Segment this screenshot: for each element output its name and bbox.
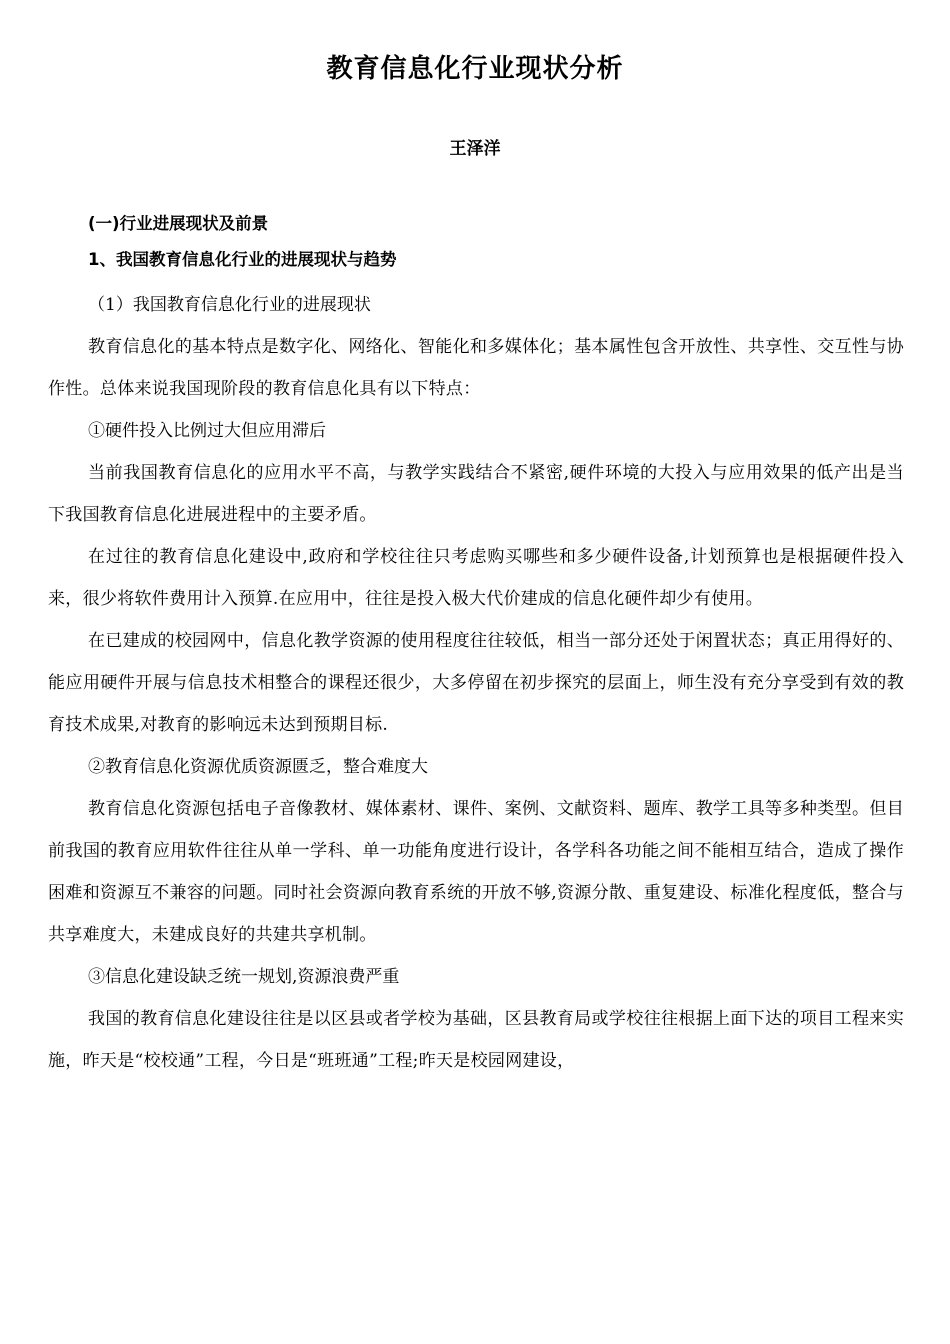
list-item-planning: ③信息化建设缺乏统一规划,资源浪费严重 [88,967,400,987]
document-title: 教育信息化行业现状分析 [326,54,624,84]
subsection-heading: 1、我国教育信息化行业的进展现状与趋势 [88,250,397,269]
subsubsection-heading: （1）我国教育信息化行业的进展现状 [88,295,371,315]
list-item-hardware: ①硬件投入比例过大但应用滞后 [88,421,326,441]
document-author: 王泽洋 [449,139,501,159]
paragraph-district-projects: 我国的教育信息化建设往往是以区县或者学校为基础，区县教育局或学校往往根据上面下达的项目工程来实施，昨天是“校校通”工程，今日是“班班通”工程;昨天是校园网建设， [48,1009,904,1071]
list-item-resources: ②教育信息化资源优质资源匮乏，整合难度大 [88,757,428,777]
paragraph-past-construction: 在过往的教育信息化建设中,政府和学校往往只考虑购买哪些和多少硬件设备,计划预算也是根据硬件投入来，很少将软件费用计入预算.在应用中，往往是投入极大代价建成的信息化硬件却少有使用。 [48,547,904,609]
paragraph-campus-network: 在已建成的校园网中，信息化教学资源的使用程度往往较低，相当一部分还处于闲置状态；真正用得好的、能应用硬件开展与信息技术相整合的课程还很少，大多停留在初步探究的层面上，师生没有充分享受到有效的教育技术成果,对教育的影响远未达到预期目标. [48,631,904,735]
section-heading: (一)行业进展现状及前景 [88,214,269,233]
paragraph-resource-types: 教育信息化资源包括电子音像教材、媒体素材、课件、案例、文献资料、题库、教学工具等多种类型。但目前我国的教育应用软件往往从单一学科、单一功能角度进行设计，各学科各功能之间不能相互结合，造成了操作困难和资源互不兼容的问题。同时社会资源向教育系统的开放不够,资源分散、重复建设、标准化程度低，整合与共享难度大，未建成良好的共建共享机制。 [48,799,904,945]
document-body [48,208,904,1082]
paragraph-features: 教育信息化的基本特点是数字化、网络化、智能化和多媒体化；基本属性包含开放性、共享性、交互性与协作性。总体来说我国现阶段的教育信息化具有以下特点： [48,337,904,399]
paragraph-application-level: 当前我国教育信息化的应用水平不高，与教学实践结合不紧密,硬件环境的大投入与应用效果的低产出是当下我国教育信息化进展进程中的主要矛盾。 [48,463,904,525]
